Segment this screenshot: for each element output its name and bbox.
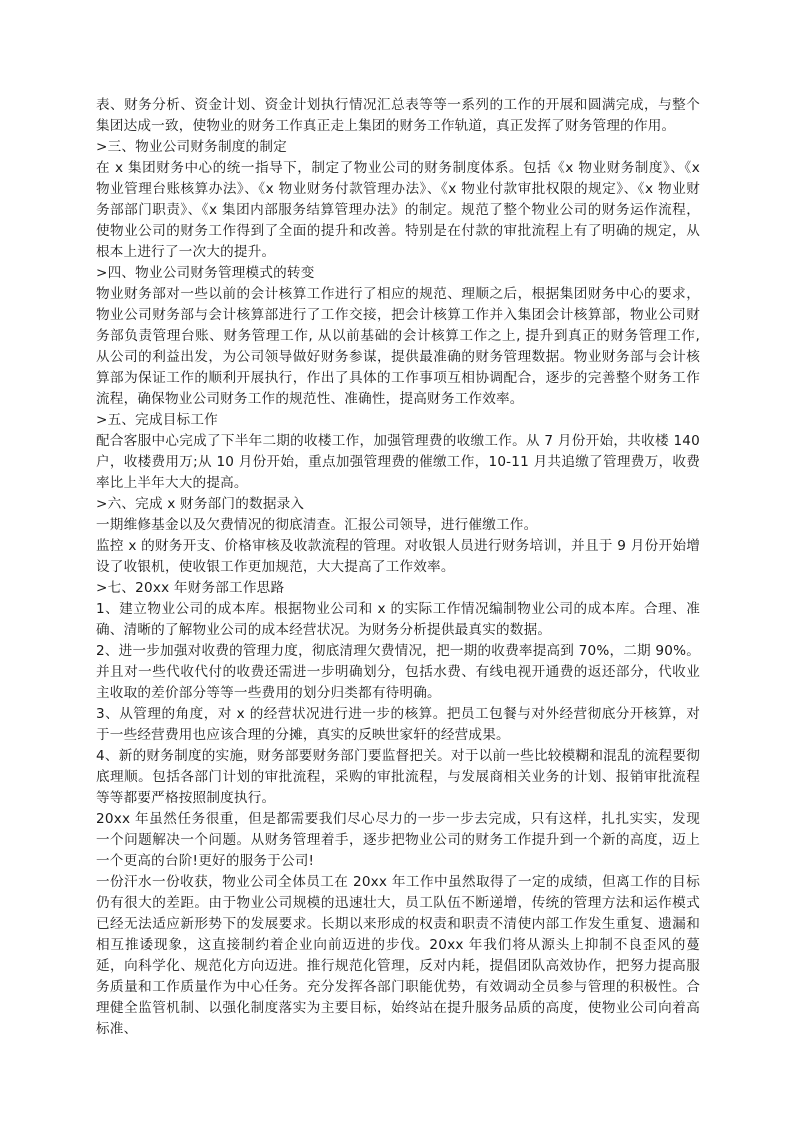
paragraph: 一期维修基金以及欠费情况的彻底清查。汇报公司领导，进行催缴工作。 bbox=[96, 517, 538, 533]
paragraph-continuation: 表、财务分析、资金计划、资金计划执行情况汇总表等等一系列的工作的开展和圆满完成，与整个集团达成一致，使物业的财务工作真正走上集团的财务工作轨道，真正发挥了财务管理的作用。 bbox=[96, 97, 700, 134]
section-heading-4: >四、物业公司财务管理模式的转变 bbox=[96, 265, 315, 281]
section-heading-3: >三、物业公司财务制度的制定 bbox=[96, 139, 287, 155]
section-heading-5: >五、完成目标工作 bbox=[96, 412, 218, 428]
list-item: 4、新的财务制度的实施，财务部要财务部门要监督把关。对于以前一些比较模糊和混乱的流程要彻底理顺。包括各部门计划的审批流程，采购的审批流程，与发展商相关业务的计划、报销审批流程等等都要严格按照制度执行。 bbox=[96, 748, 700, 806]
paragraph: 一份汗水一份收获，物业公司全体员工在 20xx 年工作中虽然取得了一定的成绩，但离工作的目标仍有很大的差距。由于物业公司规模的迅速壮大，员工队伍不断递增，传统的管理方法和运作模式已经无法适应新形势下的发展要求。长期以来形成的权责和职责不清使内部工作发生重复、遗漏和相互推诿现象，这直接制约着企业向前迈进的步伐。20xx 年我们将从源头上抑制不良歪风的蔓延，向科学化、规范化方向迈进。推行规范化管理，反对内耗，提倡团队高效协作，把努力提高服务质量和工作质量作为中心任务。充分发挥各部门职能优势，有效调动全员参与管理的积极性。合理健全监管机制、以强化制度落实为主要目标，始终站在提升服务品质的高度，使物业公司向着高标准、 bbox=[96, 874, 700, 1037]
paragraph: 监控 x 的财务开支、价格审核及收款流程的管理。对收银人员进行财务培训，并且于 9 月份开始增设了收银机，使收银工作更加规范，大大提高了工作效率。 bbox=[96, 538, 700, 575]
list-item: 2、进一步加强对收费的管理力度，彻底清理欠费情况，把一期的收费率提高到 70%，二期 90%。并且对一些代收代付的收费还需进一步明确划分，包括水费、有线电视开通费的返还部分，代收业主收取的差价部分等等一些费用的划分归类都有待明确。 bbox=[96, 643, 700, 701]
paragraph: 配合客服中心完成了下半年二期的收楼工作，加强管理费的收缴工作。从 7 月份开始，共收楼 140 户，收楼费用万;从 10 月份开始，重点加强管理费的催缴工作，10-11 月共追缴了管理费万，收费率比上半年大大的提高。 bbox=[96, 433, 700, 491]
paragraph: 20xx 年虽然任务很重，但是都需要我们尽心尽力的一步一步去完成，只有这样，扎扎实实，发现一个问题解决一个问题。从财务管理着手，逐步把物业公司的财务工作提升到一个新的高度，迈上一个更高的台阶!更好的服务于公司! bbox=[96, 811, 700, 869]
document-page bbox=[96, 95, 700, 1040]
section-heading-7: >七、20xx 年财务部工作思路 bbox=[96, 580, 285, 596]
list-item: 3、从管理的角度，对 x 的经营状况进行进一步的核算。把员工包餐与对外经营彻底分开核算，对于一些经营费用也应该合理的分摊，真实的反映世家轩的经营成果。 bbox=[96, 706, 700, 743]
paragraph: 在 x 集团财务中心的统一指导下，制定了物业公司的财务制度体系。包括《x 物业财务制度》、《x 物业管理台账核算办法》、《x 物业财务付款管理办法》、《x 物业付款审批权限的规定》、《x 物业财务部部门职责》、《x 集团内部服务结算管理办法》的制定。规范了整个物业公司的财务运作流程，使物业公司的财务工作得到了全面的提升和改善。特别是在付款的审批流程上有了明确的规定，从根本上进行了一次大的提升。 bbox=[96, 160, 700, 260]
section-heading-6: >六、完成 x 财务部门的数据录入 bbox=[96, 496, 305, 512]
list-item: 1、建立物业公司的成本库。根据物业公司和 x 的实际工作情况编制物业公司的成本库。合理、准确、清晰的了解物业公司的成本经营状况。为财务分析提供最真实的数据。 bbox=[96, 601, 700, 638]
paragraph: 物业财务部对一些以前的会计核算工作进行了相应的规范、理顺之后，根据集团财务中心的要求，物业公司财务部与会计核算部进行了工作交接，把会计核算工作并入集团会计核算部，物业公司财务部负责管理台账、财务管理工作, 从以前基础的会计核算工作之上, 提升到真正的财务管理工作, 从公司的利益出发，为公司领导做好财务参谋，提供最准确的财务管理数据。物业财务部与会计核算部为保证工作的顺利开展执行，作出了具体的工作事项互相协调配合，逐步的完善整个财务工作流程，确保物业公司财务工作的规范性、准确性，提高财务工作效率。 bbox=[96, 286, 700, 407]
